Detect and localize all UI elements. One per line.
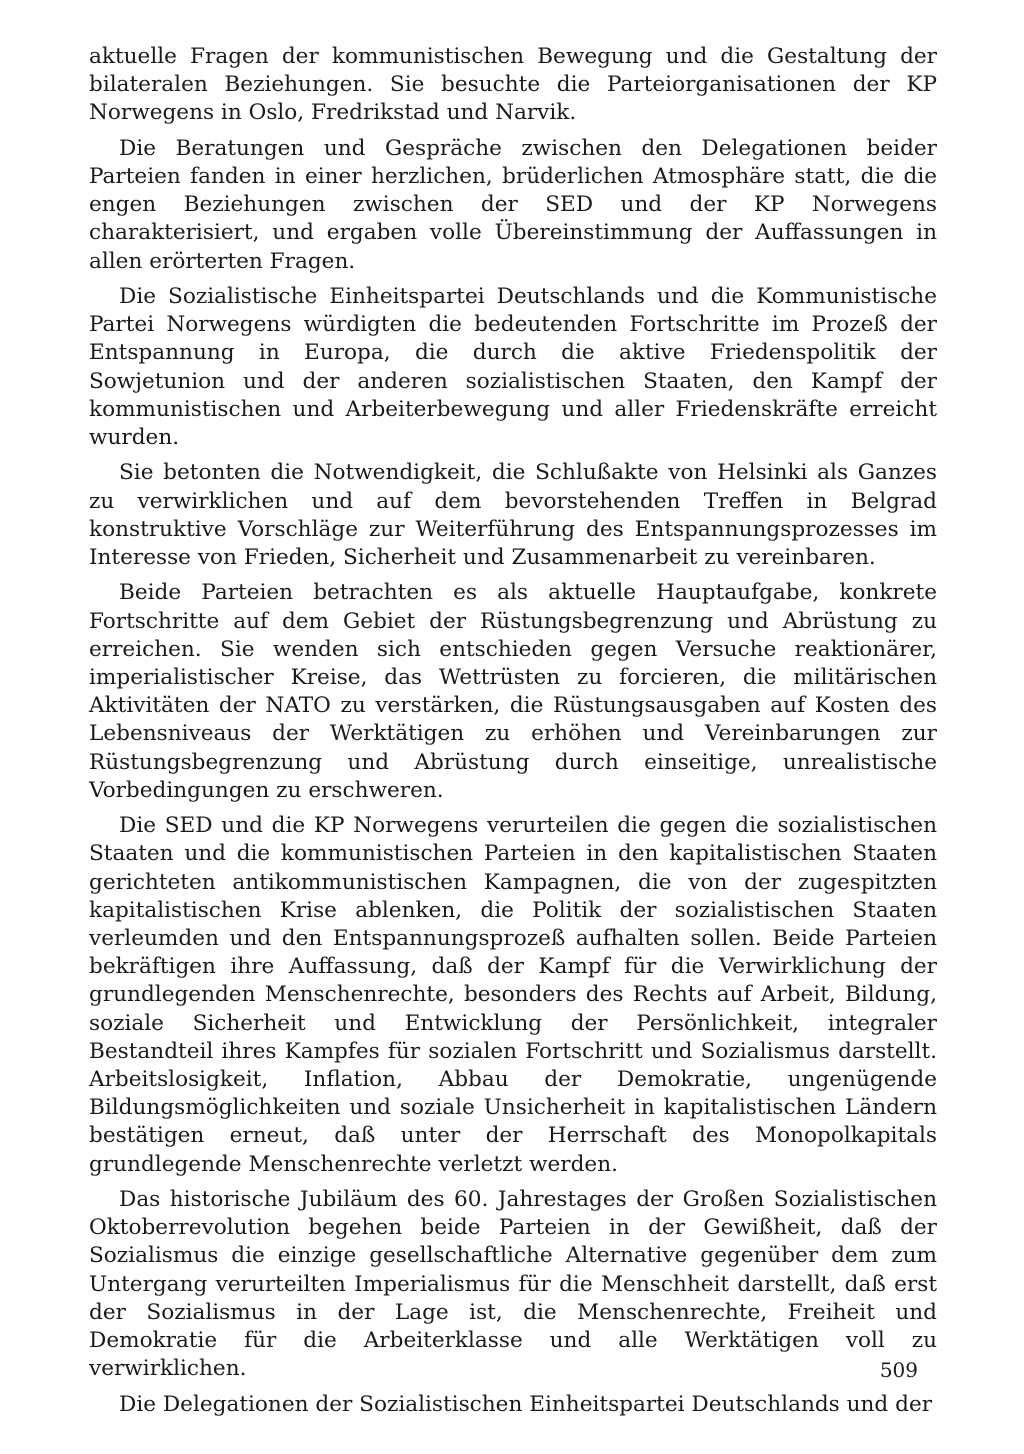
paragraph-4: Sie betonten die Notwendigkeit, die Schlußakte von Helsinki als Ganzes zu verwirklichen und auf dem bevorstehenden Treffen in Belgrad konstruktive Vorschläge zur Weiterführung des Entspannungsprozesses im Interesse von Frieden, Sicherheit und Zusammenarbeit zu vereinbaren.: [89, 460, 937, 571]
paragraph-8: Die Delegationen der Sozialistischen Einheitspartei Deutschlands und der: [119, 1391, 933, 1417]
paragraph-1: aktuelle Fragen der kommunistischen Bewegung und die Gestaltung der bilateralen Beziehungen. Sie besuchte die Parteiorganisationen der KP Norwegens in Oslo, Fredrikstad und Narvik.: [89, 44, 937, 126]
paragraph-2: Die Beratungen und Gespräche zwischen den Delegationen beider Parteien fanden in einer herzlichen, brüderlichen Atmosphäre statt, die die engen Beziehungen zwischen der SED und der KP Norwegens charakterisiert, und ergaben volle Übereinstimmung der Auffassungen in allen erörterten Fragen.: [89, 135, 937, 274]
page-number: 509: [879, 1358, 918, 1382]
paragraph-3: Die Sozialistische Einheitspartei Deutschlands und die Kommunistische Partei Norwegens würdigten die bedeutenden Fortschritte im Prozeß der Entspannung in Europa, die durch die aktive Friedenspolitik der Sowjetunion und der anderen sozialistischen Staaten, den Kampf der kommunistischen und Arbeiterbewegung und aller Friedenskräfte erreicht wurden.: [89, 284, 937, 451]
paragraph-7: Das historische Jubiläum des 60. Jahrestages der Großen Sozialistischen Oktoberrevolution begehen beide Parteien in der Gewißheit, daß der Sozialismus die einzige gesellschaftliche Alternative gegenüber dem zum Untergang verurteilten Imperialismus für die Menschheit darstellt, daß erst der Sozialismus in der Lage ist, die Menschenrechte, Freiheit und Demokratie für die Arbeiterklasse und alle Werktätigen voll zu verwirklichen.: [89, 1187, 937, 1382]
paragraph-5: Beide Parteien betrachten es als aktuelle Hauptaufgabe, konkrete Fortschritte auf dem Gebiet der Rüstungsbegrenzung und Abrüstung zu erreichen. Sie wenden sich entschieden gegen Versuche reaktionärer, imperialistischer Kreise, das Wettrüsten zu forcieren, die militärischen Aktivitäten der NATO zu verstärken, die Rüstungsausgaben auf Kosten des Lebensniveaus der Werktätigen zu erhöhen und Vereinbarungen zur Rüstungsbegrenzung und Abrüstung durch einseitige, unrealistische Vorbedingungen zu erschweren.: [89, 580, 937, 803]
paragraph-6: Die SED und die KP Norwegens verurteilen die gegen die sozialistischen Staaten und die kommunistischen Parteien in den kapitalistischen Staaten gerichteten antikommunistischen Kampagnen, die von der zugespitzten kapitalistischen Krise ablenken, die Politik der sozialistischen Staaten verleumden und den Entspannungsprozeß aufhalten sollen. Beide Parteien bekräftigen ihre Auffassung, daß der Kampf für die Verwirklichung der grundlegenden Menschenrechte, besonders des Rechts auf Arbeit, Bildung, soziale Sicherheit und Entwicklung der Persönlichkeit, integraler Bestandteil ihres Kampfes für sozialen Fortschritt und Sozialismus darstellt. Arbeitslosigkeit, Inflation, Abbau der Demokratie, ungenügende Bildungsmöglichkeiten und soziale Unsicherheit in kapitalistischen Ländern bestätigen erneut, daß unter der Herrschaft des Monopolkapitals grundlegende Menschenrechte verletzt werden.: [89, 813, 937, 1177]
body-text: [89, 43, 937, 1419]
